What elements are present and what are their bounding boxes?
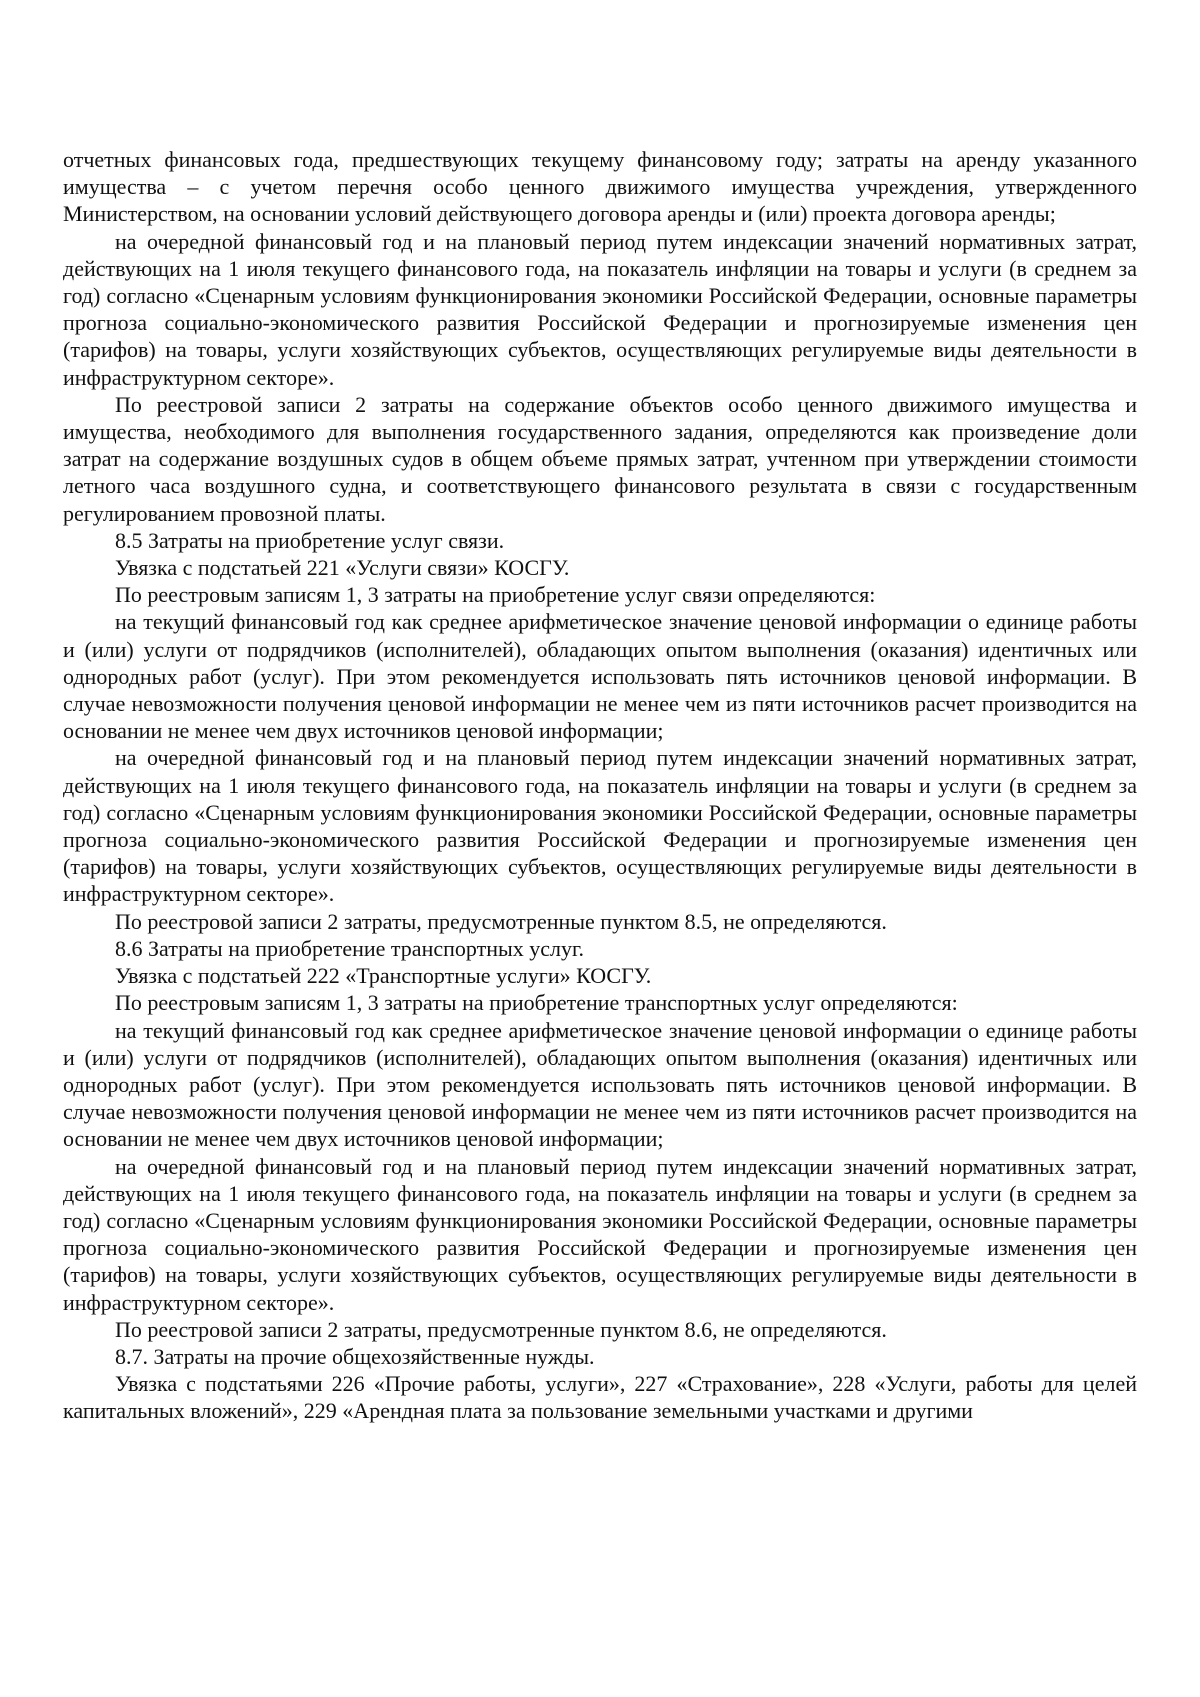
paragraph: По реестровым записям 1, 3 затраты на приобретение услуг связи определяются: (115, 582, 876, 608)
paragraph: отчетных финансовых года, предшествующих текущему финансовому году; затраты на аренду указанного имущества – с учетом перечня особо ценного движимого имущества учреждения, утвержденного Министерством, на основании условий действующего договора аренды и (или) проекта договора аренды; (63, 147, 1137, 227)
paragraph: По реестровой записи 2 затраты, предусмотренные пунктом 8.6, не определяются. (115, 1316, 887, 1342)
paragraph: По реестровой записи 2 затраты на содержание объектов особо ценного движимого имущества и имущества, необходимого для выполнения государственного задания, определяются как произведение доли затрат на содержание воздушных судов в общем объеме прямых затрат, учтенном при утверждении стоимости летного часа воздушного судна, и соответствующего финансового результата в связи с государственным регулированием провозной платы. (63, 391, 1137, 526)
paragraph: на очередной финансовый год и на плановый период путем индексации значений нормативных затрат, действующих на 1 июля текущего финансового года, на показатель инфляции на товары и услуги (в среднем за год) согласно «Сценарным условиям функционирования экономики Российской Федерации, основные параметры прогноза социально-экономического развития Российской Федерации и прогнозируемые изменения цен (тарифов) на товары, услуги хозяйствующих субъектов, осуществляющих регулируемые виды деятельности в инфраструктурном секторе». (63, 228, 1137, 390)
paragraph: на очередной финансовый год и на плановый период путем индексации значений нормативных затрат, действующих на 1 июля текущего финансового года, на показатель инфляции на товары и услуги (в среднем за год) согласно «Сценарным условиям функционирования экономики Российской Федерации, основные параметры прогноза социально-экономического развития Российской Федерации и прогнозируемые изменения цен (тарифов) на товары, услуги хозяйствующих субъектов, осуществляющих регулируемые виды деятельности в инфраструктурном секторе». (63, 1153, 1137, 1315)
paragraph: По реестровым записям 1, 3 затраты на приобретение транспортных услуг определяются: (115, 990, 958, 1016)
section-heading: 8.5 Затраты на приобретение услуг связи. (115, 527, 505, 553)
paragraph: Увязка с подстатьей 222 «Транспортные услуги» КОСГУ. (115, 963, 652, 989)
section-heading: 8.6 Затраты на приобретение транспортных услуг. (115, 935, 585, 961)
paragraph: Увязка с подстатьями 226 «Прочие работы, услуги», 227 «Страхование», 228 «Услуги, работы для целей капитальных вложений», 229 «Арендная плата за пользование земельными участками и другими (63, 1371, 1137, 1424)
paragraph: Увязка с подстатьей 221 «Услуги связи» КОСГУ. (115, 555, 570, 581)
paragraph: на текущий финансовый год как среднее арифметическое значение ценовой информации о единице работы и (или) услуги от подрядчиков (исполнителей), обладающих опытом выполнения (оказания) идентичных или однородных работ (услуг). При этом рекомендуется использовать пять источников ценовой информации. В случае невозможности получения ценовой информации не менее чем из пяти источников расчет производится на основании не менее чем двух источников ценовой информации; (63, 609, 1137, 744)
section-heading: 8.7. Затраты на прочие общехозяйственные нужды. (115, 1343, 595, 1369)
paragraph: По реестровой записи 2 затраты, предусмотренные пунктом 8.5, не определяются. (115, 908, 887, 934)
paragraph: на текущий финансовый год как среднее арифметическое значение ценовой информации о единице работы и (или) услуги от подрядчиков (исполнителей), обладающих опытом выполнения (оказания) идентичных или однородных работ (услуг). При этом рекомендуется использовать пять источников ценовой информации. В случае невозможности получения ценовой информации не менее чем из пяти источников расчет производится на основании не менее чем двух источников ценовой информации; (63, 1017, 1137, 1152)
paragraph: на очередной финансовый год и на плановый период путем индексации значений нормативных затрат, действующих на 1 июля текущего финансового года, на показатель инфляции на товары и услуги (в среднем за год) согласно «Сценарным условиям функционирования экономики Российской Федерации, основные параметры прогноза социально-экономического развития Российской Федерации и прогнозируемые изменения цен (тарифов) на товары, услуги хозяйствующих субъектов, осуществляющих регулируемые виды деятельности в инфраструктурном секторе». (63, 745, 1137, 907)
document-body (63, 146, 1137, 1425)
